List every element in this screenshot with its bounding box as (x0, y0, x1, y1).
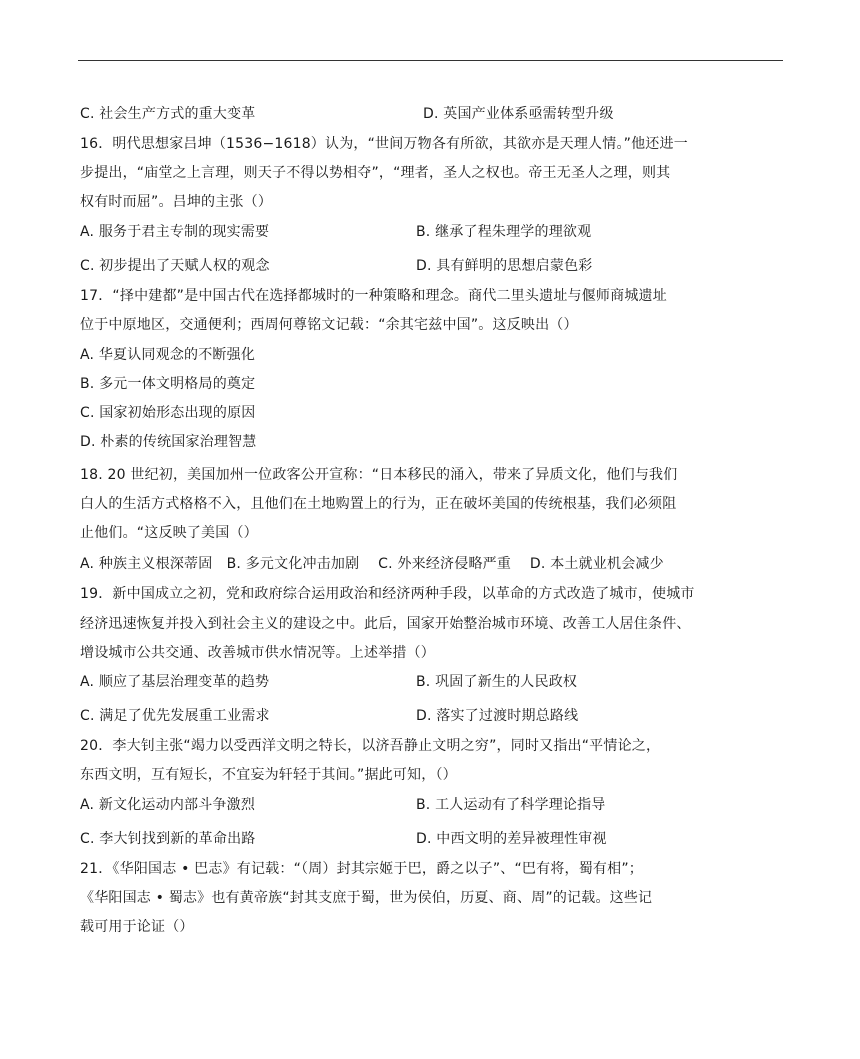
q16-option-b: B. 继承了程朱理学的理欲观 (416, 224, 592, 240)
q20-option-c: C. 李大钊找到新的革命出路 (80, 831, 256, 847)
q19-option-a: A. 顺应了基层治理变革的趋势 (80, 674, 270, 690)
q19-stem-line-1: 19．新中国成立之初，党和政府综合运用政治和经济两种手段，以革命的方式改造了城市，使城市 (80, 586, 695, 602)
q19-stem-line-3: 增设城市公共交通、改善城市供水情况等。上述举措（） (80, 645, 435, 661)
q21-stem-line-3: 载可用于论证（） (80, 919, 194, 935)
q15-option-d: D. 英国产业体系亟需转型升级 (423, 106, 614, 122)
q19-option-c: C. 满足了优先发展重工业需求 (80, 708, 270, 724)
q16-stem-line-2: 步提出，“庙堂之上言理，则天子不得以势相夺”，“理者，圣人之权也。帝王无圣人之理，则其 (80, 165, 671, 181)
q17-option-a: A. 华夏认同观念的不断强化 (80, 347, 256, 363)
q19-option-b: B. 巩固了新生的人民政权 (416, 674, 578, 690)
q16-stem-line-1: 16．明代思想家吕坤（1536−1618）认为，“世间万物各有所欲，其欲亦是天理人情。”他还进一 (80, 136, 688, 152)
q18-stem-line-2: 白人的生活方式格格不入，且他们在土地购置上的行为，正在破坏美国的传统根基，我们必须阻 (80, 496, 677, 512)
q16-option-c: C. 初步提出了天赋人权的观念 (80, 258, 270, 274)
q17-option-d: D. 朴素的传统国家治理智慧 (80, 434, 257, 450)
q20-option-b: B. 工人运动有了科学理论指导 (416, 797, 606, 813)
q19-option-d: D. 落实了过渡时期总路线 (416, 708, 579, 724)
q17-stem-line-1: 17．“择中建都”是中国古代在选择都城时的一种策略和理念。商代二里头遗址与偃师商城遗址 (80, 288, 667, 304)
q19-stem-line-2: 经济迅速恢复并投入到社会主义的建设之中。此后，国家开始整治城市环境、改善工人居住条件、 (80, 616, 691, 632)
q16-stem-line-3: 权有时而屈”。吕坤的主张（） (80, 194, 273, 210)
q15-option-c: C. 社会生产方式的重大变革 (80, 106, 256, 122)
q17-option-c: C. 国家初始形态出现的原因 (80, 405, 256, 421)
q18-stem-line-3: 止他们。“这反映了美国（） (80, 525, 258, 541)
q17-option-b: B. 多元一体文明格局的奠定 (80, 376, 256, 392)
q16-option-d: D. 具有鲜明的思想启蒙色彩 (416, 258, 593, 274)
q16-option-a: A. 服务于君主专制的现实需要 (80, 224, 270, 240)
q20-option-a: A. 新文化运动内部斗争激烈 (80, 797, 256, 813)
q18-options: A. 种族主义根深蒂固 B. 多元文化冲击加剧 C. 外来经济侵略严重 D. 本土就业机会减少 (80, 556, 664, 572)
q17-stem-line-2: 位于中原地区，交通便利；西周何尊铭文记载：“余其宅兹中国”。这反映出（） (80, 317, 578, 333)
q21-stem-line-1: 21．《华阳国志 • 巴志》有记载：“（周）封其宗姬于巴，爵之以子”、“巴有将，蜀有相”； (80, 861, 643, 877)
q21-stem-line-2: 《华阳国志 • 蜀志》也有黄帝族“封其支庶于蜀，世为侯伯，历夏、商、周”的记载。这些记 (80, 890, 653, 906)
q20-stem-line-2: 东西文明，互有短长，不宜妄为轩轻于其间。”据此可知，（） (80, 767, 457, 783)
q20-option-d: D. 中西文明的差异被理性审视 (416, 831, 607, 847)
q18-stem-line-1: 18. 20 世纪初，美国加州一位政客公开宣称：“日本移民的涌入，带来了异质文化，他们与我们 (80, 467, 678, 483)
q20-stem-line-1: 20．李大钊主张“竭力以受西洋文明之特长，以济吾静止文明之穷”，同时又指出“平情论之， (80, 738, 661, 754)
